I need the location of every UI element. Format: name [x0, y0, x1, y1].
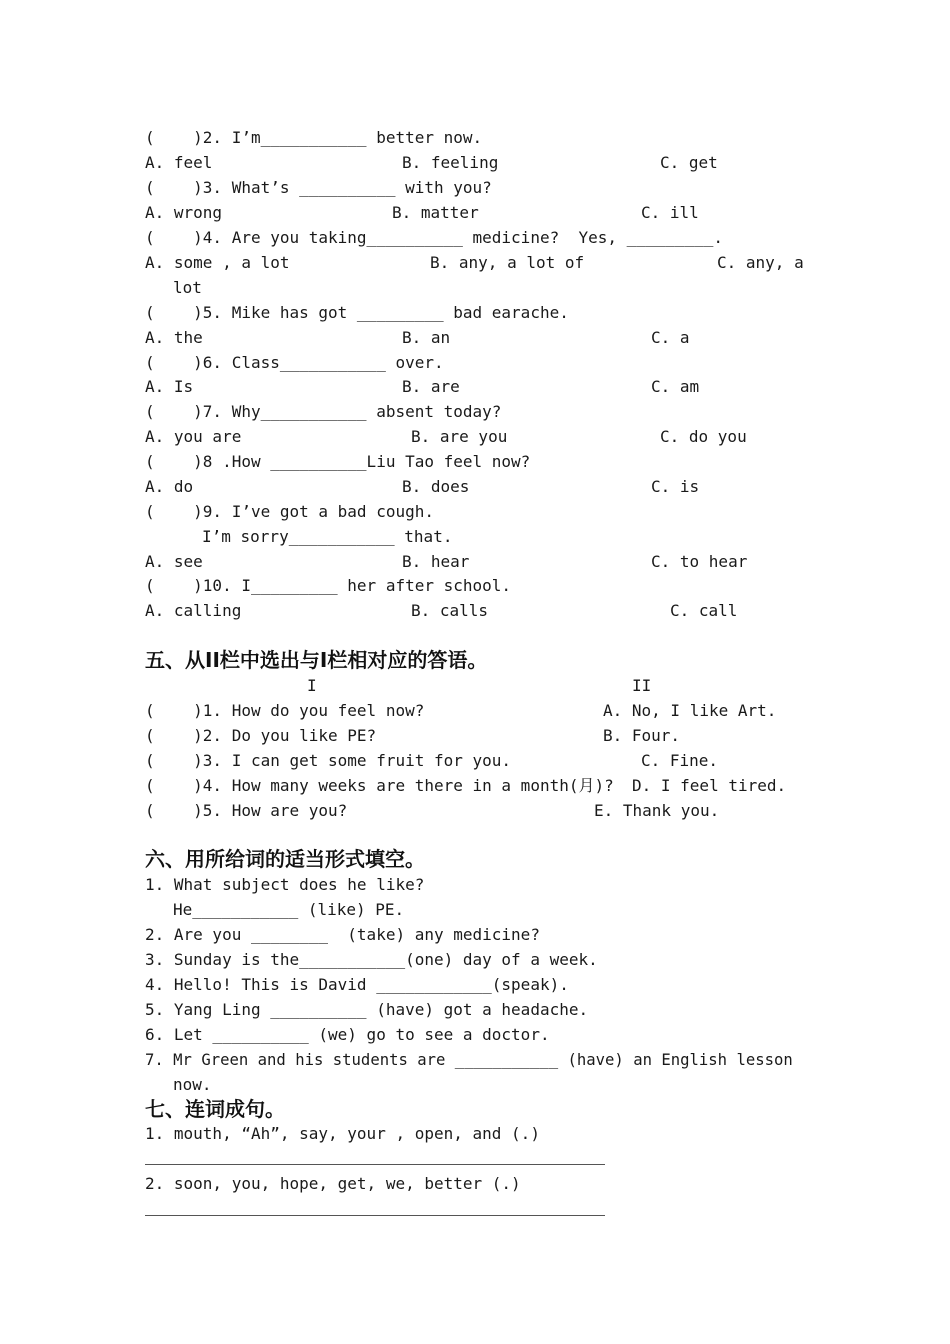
fill-1-line2: He___________ (like) PE. [173, 900, 405, 919]
option-2a: A. feel [145, 153, 213, 172]
option-9c: C. to hear [651, 552, 748, 571]
match-question-5: ( )5. How are you? [145, 801, 348, 820]
section-5-title: 五、从II栏中选出与I栏相对应的答语。 [145, 648, 488, 672]
option-6b: B. are [402, 377, 460, 396]
option-10b: B. calls [411, 601, 489, 620]
match-answer-b: B. Four. [603, 726, 681, 745]
option-9a: A. see [145, 552, 203, 571]
fill-4: 4. Hello! This is David ____________(speak). [145, 975, 569, 994]
option-5a: A. the [145, 328, 203, 347]
fill-7-line2: now. [173, 1075, 212, 1094]
match-question-3: ( )3. I can get some fruit for you. [145, 751, 512, 770]
option-3c: C. ill [641, 203, 699, 222]
match-answer-e: E. Thank you. [594, 801, 720, 820]
option-3b: B. matter [392, 203, 479, 222]
option-7c: C. do you [660, 427, 747, 446]
option-4c: C. any, a [717, 253, 804, 272]
match-question-4: ( )4. How many weeks are there in a month(月)? [145, 776, 614, 795]
question-9: ( )9. I’ve got a bad cough. [145, 502, 434, 521]
question-6: ( )6. Class___________ over. [145, 353, 444, 372]
option-5b: B. an [402, 328, 451, 347]
question-5: ( )5. Mike has got _________ bad earache. [145, 303, 569, 322]
question-3: ( )3. What’s __________ with you? [145, 178, 492, 197]
section-6-title: 六、用所给词的适当形式填空。 [145, 847, 425, 871]
option-10c: C. call [670, 601, 738, 620]
fill-5: 5. Yang Ling __________ (have) got a headache. [145, 1000, 589, 1019]
question-8: ( )8 .How __________Liu Tao feel now? [145, 452, 531, 471]
column-2-header: II [632, 676, 652, 695]
fill-1: 1. What subject does he like? [145, 875, 425, 894]
question-4: ( )4. Are you taking__________ medicine? Yes, _________. [145, 228, 723, 247]
column-1-header: I [307, 676, 317, 695]
match-answer-c: C. Fine. [641, 751, 719, 770]
option-8a: A. do [145, 477, 194, 496]
option-7a: A. you are [145, 427, 242, 446]
option-8c: C. is [651, 477, 700, 496]
option-8b: B. does [402, 477, 470, 496]
match-question-1: ( )1. How do you feel now? [145, 701, 425, 720]
option-6a: A. Is [145, 377, 194, 396]
option-10a: A. calling [145, 601, 242, 620]
question-9-line2: I’m sorry___________ that. [202, 527, 453, 546]
fill-2: 2. Are you ________ (take) any medicine? [145, 925, 540, 944]
reorder-2: 2. soon, you, hope, get, we, better (.) [145, 1174, 521, 1193]
option-4a: A. some , a lot [145, 253, 290, 272]
option-2c: C. get [660, 153, 718, 172]
answer-line-1 [145, 1164, 605, 1165]
option-4b: B. any, a lot of [430, 253, 585, 272]
option-2b: B. feeling [402, 153, 499, 172]
answer-line-2 [145, 1215, 605, 1216]
reorder-1: 1. mouth, “Ah”, say, your , open, and (.) [145, 1124, 540, 1143]
match-question-2: ( )2. Do you like PE? [145, 726, 377, 745]
fill-7: 7. Mr Green and his students are ___________ (have) an English lesson [145, 1051, 793, 1069]
question-10: ( )10. I_________ her after school. [145, 576, 512, 595]
section-7-title: 七、连词成句。 [145, 1097, 285, 1121]
fill-3: 3. Sunday is the___________(one) day of a week. [145, 950, 598, 969]
option-6c: C. am [651, 377, 700, 396]
option-9b: B. hear [402, 552, 470, 571]
question-7: ( )7. Why___________ absent today? [145, 402, 502, 421]
option-7b: B. are you [411, 427, 508, 446]
option-4c-wrap: lot [173, 278, 202, 297]
match-answer-d: D. I feel tired. [632, 776, 787, 795]
match-answer-a: A. No, I like Art. [603, 701, 777, 720]
option-5c: C. a [651, 328, 690, 347]
fill-6: 6. Let __________ (we) go to see a doctor. [145, 1025, 550, 1044]
option-3a: A. wrong [145, 203, 223, 222]
question-2: ( )2. I’m___________ better now. [145, 128, 483, 147]
